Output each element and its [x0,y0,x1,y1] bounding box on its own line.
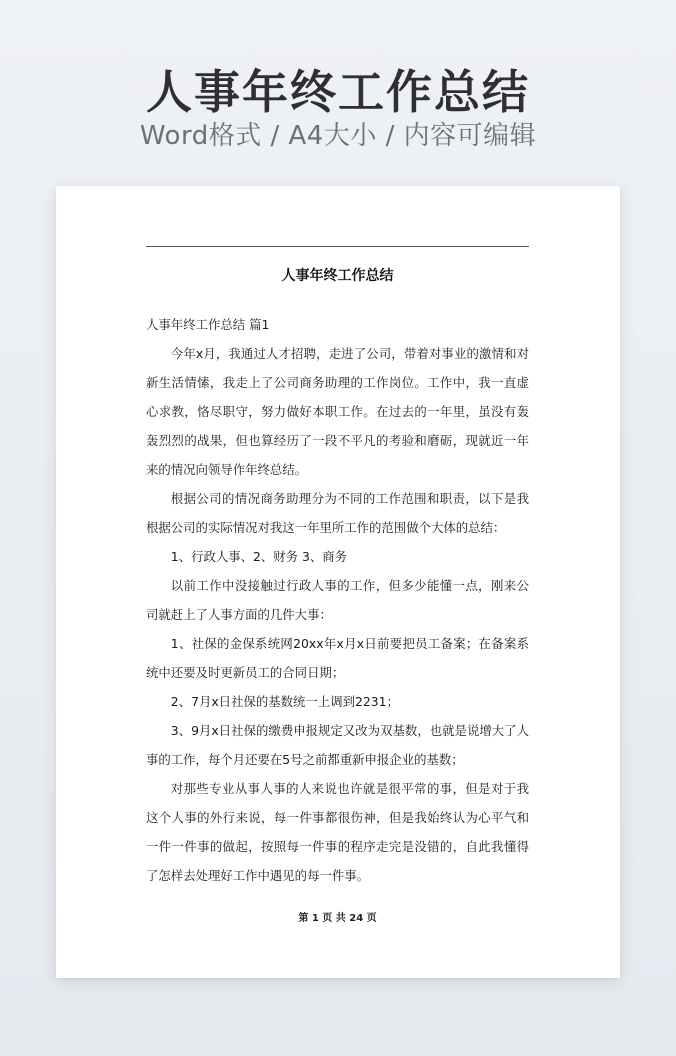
paragraph: 3、9月x日社保的缴费申报规定又改为双基数，也就是说增大了人事的工作，每个月还要在5号之前都重新申报企业的基数； [146,723,529,767]
document-page [56,186,620,978]
banner-subtitle: Word格式 / A4大小 / 内容可编辑 [139,121,537,151]
paragraph: 对那些专业从事人事的人来说也许就是很平常的事，但是对于我这个人事的外行来说，每一件事都很伤神，但是我始终认为心平气和一件一件事的做起，按照每一件事的程序走完是没错的，自此我懂得了怎样去处理好工作中遇见的每一件事。 [146,781,529,883]
paragraph: 今年x月，我通过人才招聘，走进了公司，带着对事业的激情和对新生活情愫，我走上了公司商务助理的工作岗位。工作中，我一直虚心求教，恪尽职守，努力做好本职工作。在过去的一年里，虽没有轰轰烈烈的战果，但也算经历了一段不平凡的考验和磨砺，现就近一年来的情况向领导作年终总结。 [146,346,529,477]
paragraph: 2、7月x日社保的基数统一上调到2231； [170,694,399,709]
banner-title: 人事年终工作总结 [146,65,530,119]
paragraph: 1、社保的金保系统网20xx年x月x日前要把员工备案；在备案系统中还要及时更新员工的合同日期； [146,636,529,680]
section-heading: 人事年终工作总结 篇1 [146,317,270,332]
document-title: 人事年终工作总结 [281,268,394,284]
header-rule [146,246,529,247]
paragraph: 根据公司的情况商务助理分为不同的工作范围和职责，以下是我根据公司的实际情况对我这一年里所工作的范围做个大体的总结： [146,491,529,535]
paragraph: 以前工作中没接触过行政人事的工作，但多少能懂一点，刚来公司就赶上了人事方面的几件大事： [146,578,529,622]
document-body [146,310,529,890]
paragraph: 1、行政人事、2、财务 3、商务 [170,549,348,564]
page-number: 第 1 页 共 24 页 [298,913,377,924]
